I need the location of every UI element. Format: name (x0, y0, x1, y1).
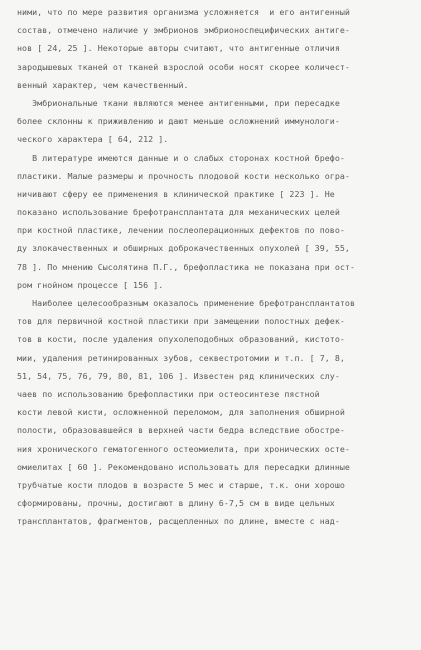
text-line: Эмбриональные ткани являются менее антигенными, при пересадке (17, 97, 340, 108)
text-line: зародышевых тканей от тканей взрослой особи носят скорее количест- (17, 61, 350, 72)
text-line: ческого характера [ 64, 212 ]. (17, 134, 169, 145)
text-line: при костной пластике, лечении послеоперационных дефектов по пово- (17, 225, 345, 236)
text-line: сформированы, прочны, достигают в длину 6-7,5 см в виде цельных (17, 498, 335, 509)
text-line: тов в кости, после удаления опухолеподобных образований, кистото- (17, 334, 345, 345)
text-line: мии, удаления ретинированных зубов, секвестротомии и т.п. [ 7, 8, (17, 352, 345, 363)
text-line: ром гнойном процессе [ 156 ]. (17, 279, 164, 290)
text-line: тов для первичной костной пластики при замещении полостных дефек- (17, 316, 345, 327)
text-line: трубчатые кости плодов в возрасте 5 мес и старше, т.к. они хорошо (17, 479, 345, 490)
text-line: 51, 54, 75, 76, 79, 80, 81, 106 ]. Известен ряд клинических слу- (17, 370, 340, 381)
text-line: более склонны к приживлению и дают меньше осложнений иммунологи- (17, 116, 340, 127)
text-line: показано использование брефотрансплантата для механических целей (17, 207, 340, 218)
body-text (17, 3, 409, 530)
text-line: пластики. Малые размеры и прочность плодовой кости несколько огра- (17, 170, 350, 181)
text-line: ничивают сферу ее применения в клинической практике [ 223 ]. Не (17, 188, 335, 199)
text-line: чаев по использованию брефопластики при остеосинтезе пястной (17, 388, 320, 399)
text-line: В литературе имеются данные и о слабых сторонах костной брефо- (17, 152, 345, 163)
text-line: ния хронического гематогенного остеомиелита, при хронических осте- (17, 443, 350, 454)
text-line: ними, что по мере развития организма усложняется и его антигенный (17, 7, 350, 17)
text-line: 78 ]. По мнению Сысолятина П.Г., брефопластика не показана при ост- (17, 261, 356, 272)
text-line: состав, отмечено наличие у эмбрионов эмбрионоспецифических антиге- (17, 25, 350, 36)
text-line: нов [ 24, 25 ]. Некоторые авторы считают, что антигенные отличия (17, 43, 340, 54)
text-line: полости, образовавшейся в верхней части бедра вследствие обостре- (17, 425, 345, 436)
text-line: омиелитах [ 60 ]. Рекомендовано использовать для пересадки длинные (17, 461, 350, 472)
text-line: ду злокачественных и обширных доброкачественных опухолей [ 39, 55, (17, 243, 350, 254)
text-line: трансплантатов, фрагментов, расщепленных по длине, вместе с над- (17, 516, 340, 527)
text-line: кости левой кисти, осложненной переломом, для заполнения обширной (17, 407, 345, 418)
text-line: венный характер, чем качественный. (17, 79, 189, 90)
text-line: Наиболее целесообразным оказалось применение брефотрансплантатов (17, 298, 356, 308)
